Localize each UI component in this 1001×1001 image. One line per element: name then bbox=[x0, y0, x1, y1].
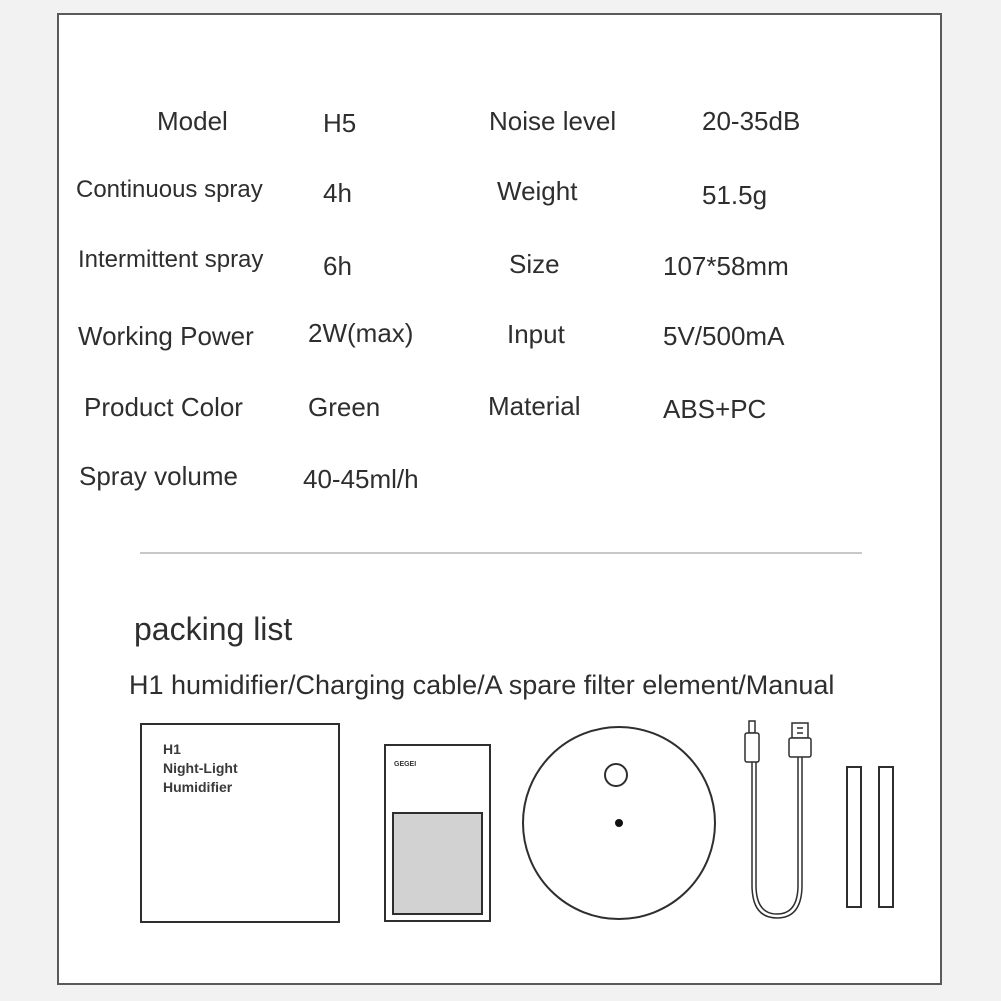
charging-cable-illustration bbox=[745, 721, 811, 918]
spec-label-size: Size bbox=[509, 249, 560, 279]
spec-label-spray: Spray volume bbox=[79, 461, 238, 491]
packing-list-heading: packing list bbox=[134, 611, 293, 647]
spec-value-noise: 20-35dB bbox=[702, 106, 801, 136]
spec-value-input: 5V/500mA bbox=[663, 321, 785, 351]
manual-title-line1: H1 bbox=[163, 741, 181, 757]
spec-label-model: Model bbox=[157, 106, 228, 136]
spec-value-intermittent: 6h bbox=[323, 251, 352, 281]
spec-value-size: 107*58mm bbox=[663, 251, 789, 281]
spec-label-color: Product Color bbox=[84, 392, 243, 422]
spec-label-intermittent: Intermittent spray bbox=[78, 246, 264, 273]
packing-list-items: H1 humidifier/Charging cable/A spare filter element/Manual bbox=[129, 670, 835, 700]
manual-title-line3: Humidifier bbox=[163, 779, 233, 795]
spec-label-weight: Weight bbox=[497, 176, 578, 206]
box-brand-label: GEGEI bbox=[394, 761, 417, 768]
spec-value-model: H5 bbox=[323, 108, 357, 138]
spec-label-continuous: Continuous spray bbox=[76, 176, 263, 203]
spec-value-material: ABS+PC bbox=[663, 394, 767, 424]
spec-label-input: Input bbox=[507, 319, 565, 349]
spec-label-power: Working Power bbox=[78, 321, 254, 351]
spec-value-continuous: 4h bbox=[323, 178, 352, 208]
spec-value-power: 2W(max) bbox=[308, 318, 414, 348]
spec-label-noise: Noise level bbox=[489, 106, 617, 136]
humidifier-illustration bbox=[523, 727, 715, 919]
spec-label-material: Material bbox=[488, 391, 581, 421]
spare-filter-illustration bbox=[847, 767, 893, 907]
spec-value-spray: 40-45ml/h bbox=[303, 464, 419, 494]
spec-value-weight: 51.5g bbox=[702, 180, 768, 210]
spec-value-color: Green bbox=[308, 392, 381, 422]
manual-title-line2: Night-Light bbox=[163, 760, 238, 776]
